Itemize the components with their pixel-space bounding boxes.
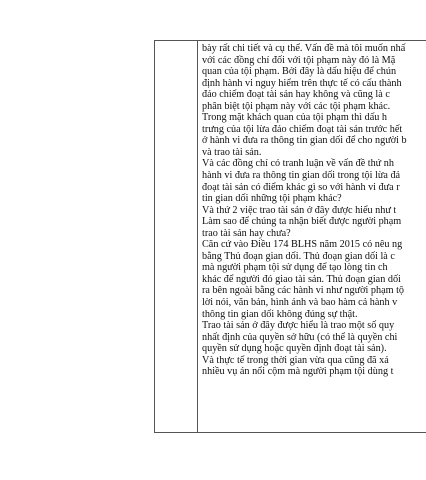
text-line: tin gian dối những tội phạm khác? xyxy=(202,193,342,205)
text-line: đảo chiếm đoạt tài sản hay không và cũng là c xyxy=(202,89,390,101)
table-cell-content xyxy=(202,43,426,378)
text-line: lời nói, văn bản, hình ảnh và bao hàm cả hành v xyxy=(202,297,398,309)
text-line: thông tin gian dối không đúng sự thật. xyxy=(202,308,358,320)
text-line: quyền sử dụng hoặc quyền định đoạt tài sản). xyxy=(202,343,387,355)
text-line: trưng của tội lừa đảo chiếm đoạt tài sản trước hết xyxy=(202,123,403,135)
text-line: định hành vi nguy hiểm trên thực tế có cấu thành xyxy=(202,77,402,89)
text-line: Và các đồng chí có tranh luận về vấn đề thứ nh xyxy=(202,158,394,170)
text-line: Trao tài sản ở đây được hiểu là trao một số quy xyxy=(202,320,395,332)
text-line: với các đồng chí đối với tội phạm này đó là Mặ xyxy=(202,54,396,66)
table-left-border xyxy=(154,40,155,432)
text-line: mà người phạm tội sử dụng để tạo lòng tin ch xyxy=(202,262,388,274)
table-column-divider xyxy=(197,40,198,432)
text-line: đoạt tài sản có điểm khác gì so với hành vi đưa r xyxy=(202,181,400,193)
text-line: ở hành vi đưa ra thông tin gian dối để cho người b xyxy=(202,135,407,147)
text-line: khác để người đó giao tài sản. Thủ đoạn gian dối xyxy=(202,273,401,285)
text-line: Và thứ 2 việc trao tài sản ở đây được hiểu như t xyxy=(202,204,397,216)
text-line: bằng Thủ đoạn gian dối. Thủ đoạn gian dối là c xyxy=(202,250,395,262)
text-line: hành vi đưa ra thông tin gian dối trong tội lừa đả xyxy=(202,170,401,182)
text-line: và trao tài sản. xyxy=(202,146,262,158)
text-line: quan của tội phạm. Bởi đây là dấu hiệu để chún xyxy=(202,66,397,78)
text-line: Trong mặt khách quan của tội phạm thì dấu h xyxy=(202,112,387,124)
text-line: Và thực tế trong thời gian vừa qua cũng đã xả xyxy=(202,354,389,366)
text-line: ra bên ngoài bằng các hành vi như người phạm tộ xyxy=(202,285,405,297)
text-line: Làm sao để chúng ta nhận biết được người phạm xyxy=(202,216,402,228)
text-line: nhất định của quyền sở hữu (có thể là quyền chi xyxy=(202,331,398,343)
text-line: bày rất chi tiết và cụ thể. Vấn đề mà tôi muốn nhấ xyxy=(202,43,406,54)
text-line: Căn cứ vào Điều 174 BLHS năm 2015 có nêu ng xyxy=(202,239,403,251)
text-line: trao tài sản hay chưa? xyxy=(202,227,291,239)
text-line: phân biệt tội phạm này với các tội phạm khác. xyxy=(202,100,391,112)
text-line: nhiều vụ án nổi cộm mà người phạm tội dùng t xyxy=(202,366,394,378)
